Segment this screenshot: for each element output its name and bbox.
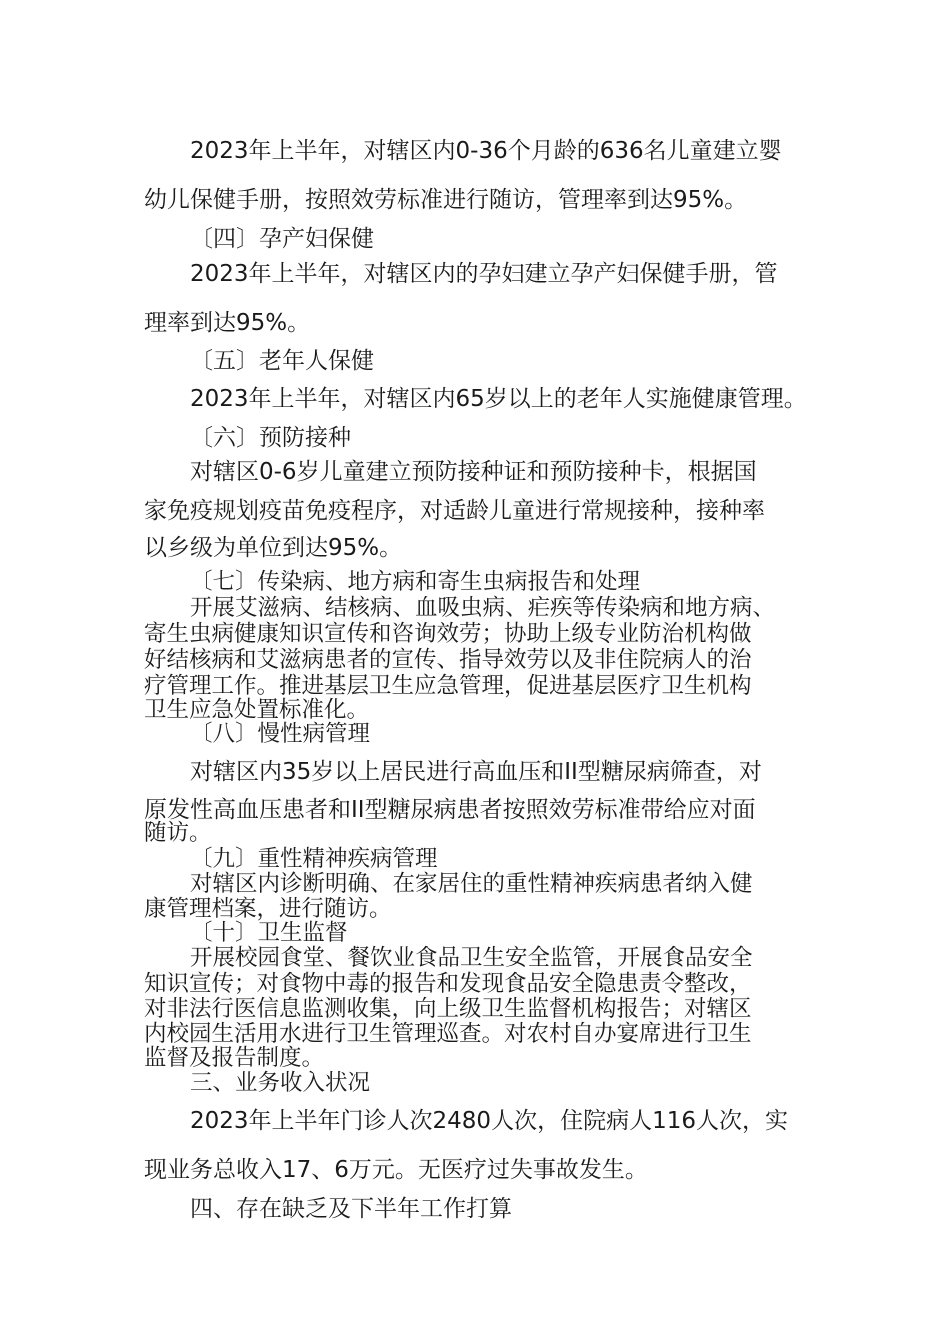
- paragraph-line: 对辖区内35岁以上居民进行高血压和II型糖尿病筛查，对: [190, 759, 762, 785]
- section-heading: 〔四〕孕产妇保健: [190, 226, 374, 252]
- section-heading: 〔九〕重性精神疾病管理: [190, 846, 438, 872]
- paragraph-line: 内校园生活用水进行卫生管理巡查。对农村自办宴席进行卫生: [144, 1021, 752, 1047]
- section-heading: 〔七〕传染病、地方病和寄生虫病报告和处理: [190, 569, 641, 595]
- paragraph-line: 开展艾滋病、结核病、血吸虫病、疟疾等传染病和地方病、: [190, 595, 776, 621]
- paragraph-line: 2023年上半年，对辖区内65岁以上的老年人实施健康管理。: [190, 386, 807, 412]
- paragraph-line: 监督及报告制度。: [144, 1045, 325, 1071]
- paragraph-line: 现业务总收入17、6万元。无医疗过失事故发生。: [144, 1157, 648, 1183]
- section-heading: 〔六〕预防接种: [190, 425, 351, 451]
- paragraph-line: 2023年上半年，对辖区内的孕妇建立孕产妇保健手册，管: [190, 261, 778, 287]
- section-heading: 〔五〕老年人保健: [190, 348, 374, 374]
- paragraph-line: 2023年上半年，对辖区内0-36个月龄的636名儿童建立婴: [190, 138, 782, 164]
- paragraph-line: 理率到达95%。: [144, 310, 311, 336]
- section-heading: 〔十〕卫生监督: [190, 920, 348, 946]
- paragraph-line: 随访。: [144, 820, 212, 846]
- paragraph-line: 对非法行医信息监测收集，向上级卫生监督机构报告；对辖区: [144, 996, 752, 1022]
- paragraph-line: 幼儿保健手册，按照效劳标准进行随访，管理率到达95%。: [144, 187, 748, 213]
- paragraph-line: 卫生应急处置标准化。: [144, 697, 370, 723]
- paragraph-line: 疗管理工作。推进基层卫生应急管理，促进基层医疗卫生机构: [144, 673, 752, 699]
- paragraph-line: 寄生虫病健康知识宣传和咨询效劳；协助上级专业防治机构做: [144, 621, 752, 647]
- section-heading: 四、存在缺乏及下半年工作打算: [190, 1196, 512, 1222]
- paragraph-line: 以乡级为单位到达95%。: [144, 535, 403, 561]
- paragraph-line: 知识宣传；对食物中毒的报告和发现食品安全隐患责令整改，: [144, 971, 752, 997]
- paragraph-line: 好结核病和艾滋病患者的宣传、指导效劳以及非住院病人的治: [144, 647, 752, 673]
- paragraph-line: 原发性高血压患者和II型糖尿病患者按照效劳标准带给应对面: [144, 797, 756, 823]
- paragraph-line: 康管理档案，进行随访。: [144, 896, 392, 922]
- section-heading: 〔八〕慢性病管理: [190, 721, 371, 747]
- paragraph-line: 对辖区0-6岁儿童建立预防接种证和预防接种卡，根据国: [190, 459, 757, 485]
- section-heading: 三、业务收入状况: [190, 1070, 371, 1096]
- paragraph-line: 家免疫规划疫苗免疫程序，对适龄儿童进行常规接种，接种率: [144, 498, 765, 524]
- paragraph-line: 开展校园食堂、餐饮业食品卫生安全监管，开展食品安全: [190, 945, 753, 971]
- paragraph-line: 对辖区内诊断明确、在家居住的重性精神疾病患者纳入健: [190, 871, 753, 897]
- paragraph-line: 2023年上半年门诊人次2480人次，住院病人116人次，实: [190, 1108, 788, 1134]
